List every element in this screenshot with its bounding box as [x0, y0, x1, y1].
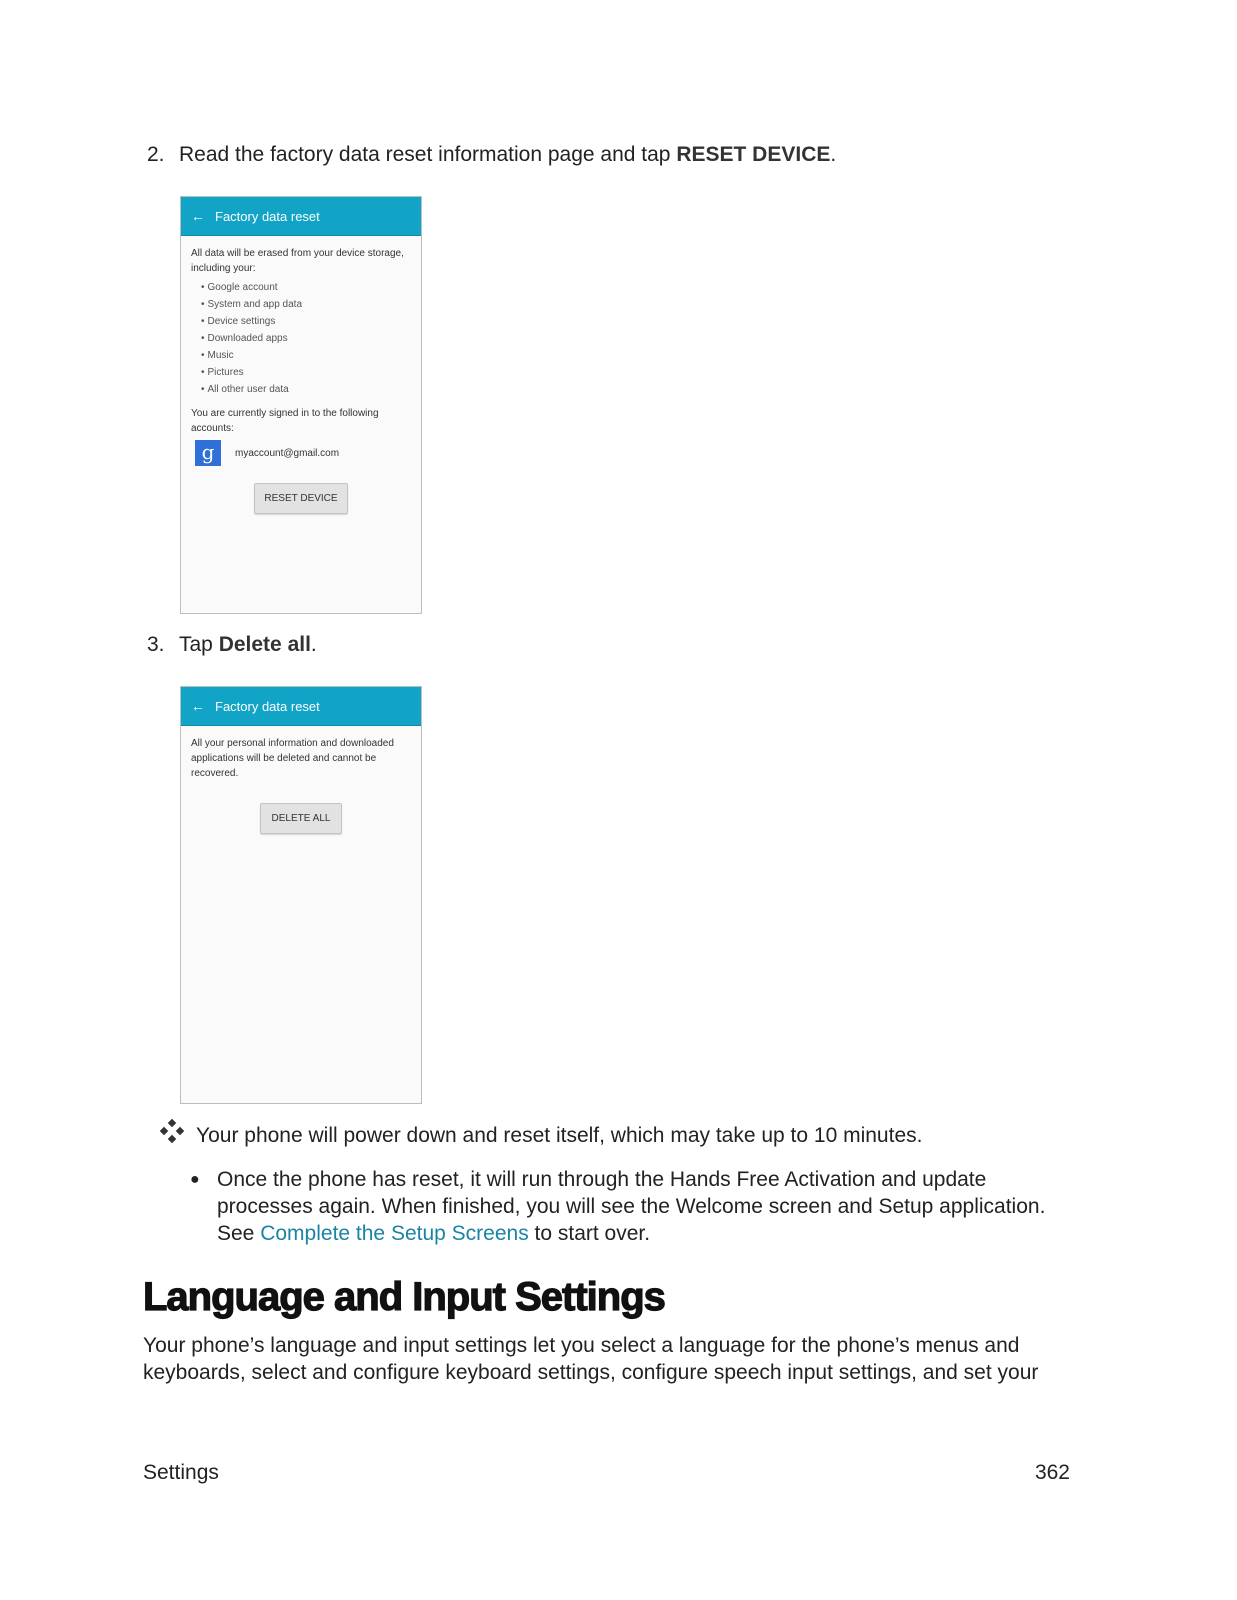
page-number: 362 [1034, 1461, 1070, 1484]
step-2 [147, 141, 836, 169]
step-number: 2. [147, 143, 165, 166]
factory-reset-screenshot [180, 196, 422, 614]
footer-section-name: Settings [143, 1461, 219, 1484]
step-text: Read the factory data reset information page and tap [179, 143, 677, 166]
app-bar [181, 687, 421, 726]
four-diamonds-icon [160, 1120, 184, 1144]
list-item: • All other user data [201, 381, 411, 398]
step-number: 3. [147, 633, 165, 656]
list-item: • Pictures [201, 364, 411, 381]
step-3 [147, 631, 317, 659]
step-bold: RESET DEVICE [676, 143, 831, 166]
google-icon: g [195, 440, 221, 466]
account-email: myaccount@gmail.com [235, 447, 340, 459]
list-item: • Google account [201, 279, 411, 296]
subnote [190, 1166, 1057, 1247]
delete-all-screenshot [180, 686, 422, 1104]
step-end: . [310, 633, 317, 656]
accounts-text: You are currently signed in to the following accounts: [191, 408, 379, 434]
section-heading: Language and Input Settings [143, 1275, 665, 1319]
account-row [191, 440, 411, 466]
list-item: • Device settings [201, 313, 411, 330]
setup-screens-link[interactable]: Complete the Setup Screens [260, 1222, 529, 1245]
subnote-text: Once the phone has reset, it will run through the Hands Free Activation and update processes again. When finished, you will see the Welcome screen and Setup application. See [217, 1168, 1046, 1245]
erase-info-text: All data will be erased from your device storage, including your: [191, 248, 404, 274]
list-item: • Downloaded apps [201, 330, 411, 347]
delete-all-button[interactable]: DELETE ALL [260, 803, 342, 834]
app-bar-title: Factory data reset [215, 208, 320, 224]
app-bar [181, 197, 421, 236]
section-intro: Your phone’s language and input settings let you select a language for the phone’s menus and keyboards, select and configure keyboard settings, configure speech input settings, and set your [143, 1334, 1039, 1384]
list-item: • System and app data [201, 296, 411, 313]
bullet-icon: ● [190, 1171, 200, 1188]
step-end: . [830, 143, 837, 166]
arrow-left-icon[interactable]: ← [191, 208, 205, 224]
note [160, 1120, 922, 1150]
note-text: Your phone will power down and reset itself, which may take up to 10 minutes. [196, 1124, 923, 1147]
app-bar-title: Factory data reset [215, 698, 320, 714]
erase-list [191, 279, 411, 398]
step-bold: Delete all [218, 633, 311, 656]
delete-info-text: All your personal information and downloaded applications will be deleted and cannot be recovered. [191, 738, 394, 779]
step-text: Tap [179, 633, 219, 656]
list-item: • Music [201, 347, 411, 364]
arrow-left-icon[interactable]: ← [191, 698, 205, 714]
reset-device-button[interactable]: RESET DEVICE [254, 483, 348, 514]
subnote-text-end: to start over. [528, 1222, 651, 1245]
